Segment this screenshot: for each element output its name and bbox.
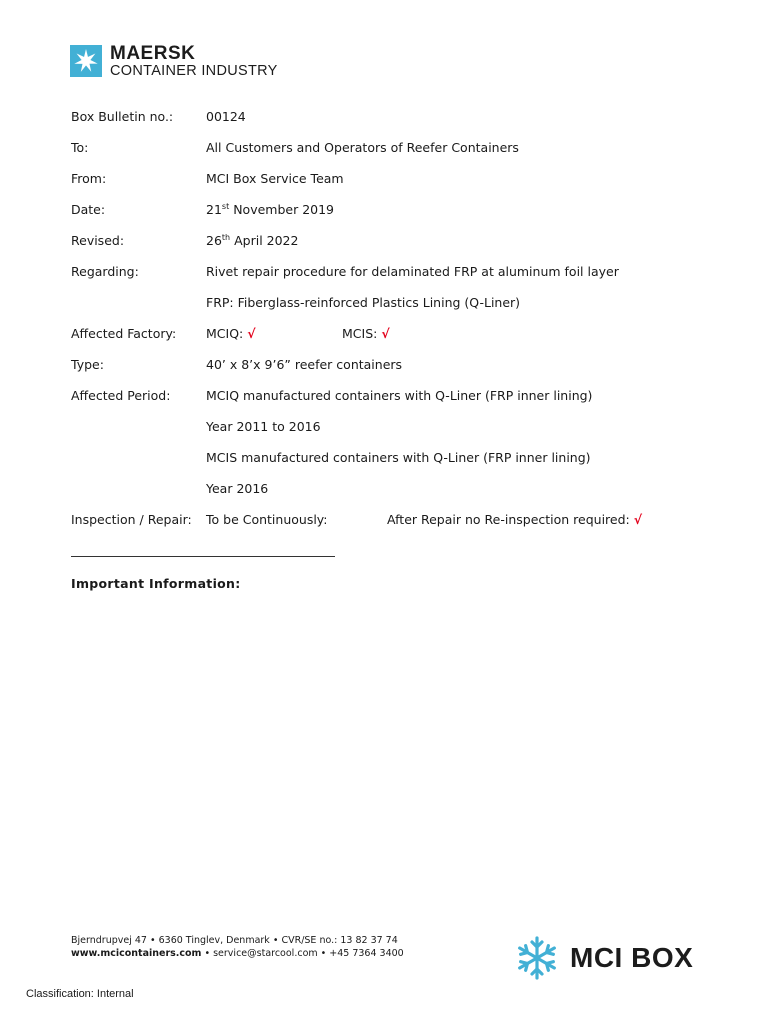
regarding-value-2: FRP: Fiberglass-reinforced Plastics Lining (Q-Liner) xyxy=(206,295,521,310)
to-value: All Customers and Operators of Reefer Containers xyxy=(206,140,519,155)
factory-mcis xyxy=(342,326,390,341)
factory-label: Affected Factory: xyxy=(71,326,177,341)
mcis-check-icon: √ xyxy=(381,326,390,341)
period-line-1: MCIQ manufactured containers with Q-Liner (FRP inner lining) xyxy=(206,388,593,403)
revised-rest: April 2022 xyxy=(230,233,299,249)
revised-label: Revised: xyxy=(71,233,125,248)
inspection-value: To be Continuously: xyxy=(206,512,328,527)
revised-value xyxy=(206,233,298,248)
period-line-2: Year 2011 to 2016 xyxy=(206,419,321,434)
footer-contact: • service@starcool.com • +45 7364 3400 xyxy=(201,948,404,959)
footer-contact-line xyxy=(71,948,404,959)
date-label: Date: xyxy=(71,202,106,217)
mci-box-logo-text: MCI BOX xyxy=(570,942,694,973)
footer-address: Bjerndrupvej 47 • 6360 Tinglev, Denmark • CVR/SE no.: 13 82 37 74 xyxy=(71,935,398,946)
type-value: 40’ x 8’x 9’6” reefer containers xyxy=(206,357,403,372)
revised-day: 26 xyxy=(206,233,222,249)
factory-mciq xyxy=(206,326,256,341)
logo-subtitle: CONTAINER INDUSTRY xyxy=(110,62,278,79)
regarding-value: Rivet repair procedure for delaminated FRP at aluminum foil layer xyxy=(206,264,619,279)
mciq-check-icon: √ xyxy=(247,326,256,341)
from-value: MCI Box Service Team xyxy=(206,171,344,186)
logo-brand: MAERSK xyxy=(110,42,196,64)
period-line-3: MCIS manufactured containers with Q-Liner (FRP inner lining) xyxy=(206,450,591,465)
divider xyxy=(71,556,335,557)
date-rest: November 2019 xyxy=(229,202,335,218)
bulletin-value: 00124 xyxy=(206,109,246,124)
factory-mciq-label: MCIQ: xyxy=(206,326,244,341)
after-repair-check-icon: √ xyxy=(633,512,643,527)
after-repair xyxy=(387,512,642,527)
regarding-label: Regarding: xyxy=(71,264,139,279)
factory-mcis-label: MCIS: xyxy=(342,326,378,341)
classification: Classification: Internal xyxy=(26,988,134,1000)
footer-website: www.mcicontainers.com xyxy=(71,948,202,959)
to-label: To: xyxy=(71,140,89,155)
period-label: Affected Period: xyxy=(71,388,171,403)
maersk-star-icon xyxy=(70,45,102,77)
from-label: From: xyxy=(71,171,107,186)
inspection-label: Inspection / Repair: xyxy=(71,512,192,527)
period-line-4: Year 2016 xyxy=(206,481,269,496)
maersk-logo xyxy=(70,44,278,78)
snowflake-icon xyxy=(514,935,560,981)
date-day: 21 xyxy=(206,202,222,218)
date-suffix: st xyxy=(221,202,230,211)
type-label: Type: xyxy=(71,357,104,372)
revised-suffix: th xyxy=(221,233,231,242)
mci-box-logo xyxy=(514,935,693,981)
important-heading: Important Information: xyxy=(71,576,241,591)
after-repair-text: After Repair no Re-inspection required: xyxy=(387,512,630,527)
bulletin-label: Box Bulletin no.: xyxy=(71,109,174,124)
date-value xyxy=(206,202,334,217)
